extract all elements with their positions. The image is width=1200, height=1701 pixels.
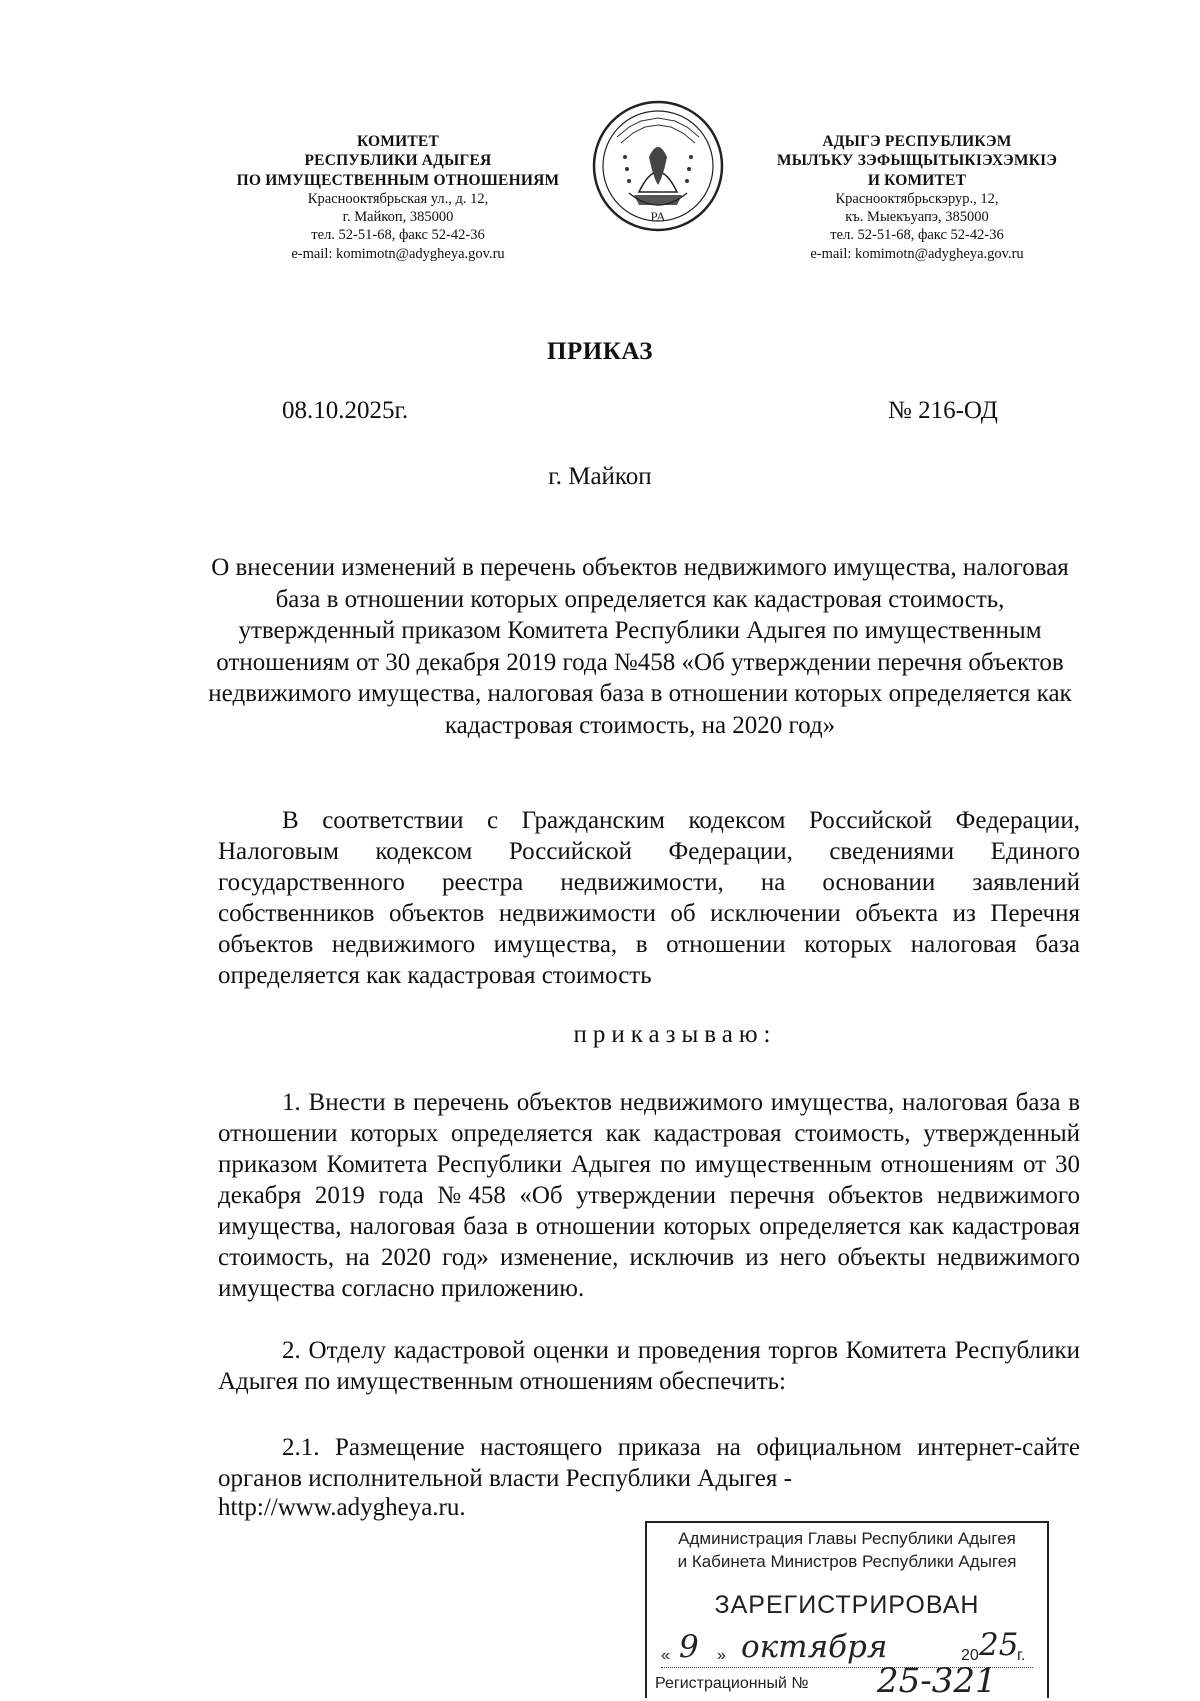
stamp-registered: ЗАРЕГИСТРИРОВАН [714, 1591, 980, 1619]
org-city: къ. Мыекъуапэ, 385000 [845, 209, 989, 226]
item-2-paragraph: 2. Отделу кадастровой оценки и проведения торгов Комитета Республики Адыгея по имущественным отношениям обеспечить: [218, 1337, 1080, 1395]
header-left-org [208, 132, 588, 263]
document-city: г. Майкоп [548, 463, 652, 490]
org-city: г. Майкоп, 385000 [342, 209, 454, 226]
document-title: ПРИКАЗ [547, 338, 653, 365]
stamp-quote-close: » [717, 1647, 726, 1664]
org-email: e-mail: komimotn@adygheya.gov.ru [810, 245, 1024, 262]
stamp-reg-label: Регистрационный № [655, 1675, 809, 1692]
website-url: http://www.adygheya.ru. [218, 1494, 466, 1521]
org-name-line: АДЫГЭ РЕСПУБЛИКЭМ [822, 133, 1012, 150]
document-number: № 216-ОД [888, 397, 998, 424]
stamp-reg-number: 25-321 [877, 1661, 997, 1701]
org-name-line: РЕСПУБЛИКИ АДЫГЕЯ [304, 152, 492, 170]
preamble-paragraph: В соответствии с Гражданским кодексом Российской Федерации, Налоговым кодексом Российской Федерации, сведениями Единого государственного реестра недвижимости, на основании заявлений собственников объектов недвижимости об исключении объекта из Перечня объектов недвижимого имущества, в отношении которых налоговая база определяется как кадастровая стоимость [218, 807, 1080, 989]
item-1-paragraph: 1. Внести в перечень объектов недвижимого имущества, налоговая база в отношении которых определяется как кадастровая стоимость, утвержденный приказом Комитета Республики Адыгея по имущественным отношениям от 30 декабря 2019 года №458 «Об утверждении перечня объектов недвижимого имущества, налоговая база в отношении которых определяется как кадастровая стоимость, на 2020 год» изменение, исключив из него объекты недвижимого имущества согласно приложению. [218, 1089, 1080, 1302]
org-name-line: И КОМИТЕТ [867, 171, 967, 189]
org-name-line: ПО ИМУЩЕСТВЕННЫМ ОТНОШЕНИЯМ [236, 171, 560, 189]
order-word: приказываю: [573, 1021, 777, 1048]
stamp-line-2: и Кабинета Министров Республики Адыгея [677, 1552, 1017, 1571]
registration-stamp [645, 1521, 1049, 1701]
org-phone: тел. 52-51-68, факс 52-42-36 [830, 227, 1004, 244]
org-name-line: МЫЛЪКУ ЗЭФЫЩЫТЫКIЭХЭМКIЭ [776, 152, 1058, 170]
stamp-year-prefix: 20 [961, 1647, 979, 1664]
stamp-line-1: Администрация Главы Республики Адыгея [678, 1529, 1016, 1548]
org-email: e-mail: komimotn@adygheya.gov.ru [291, 245, 505, 262]
coat-of-arms-icon [589, 97, 727, 235]
document-subject: О внесении изменений в перечень объектов недвижимого имущества, налоговая база в отношении которых определяется как кадастровая стоимость, утвержденный приказом Комитета Республики Адыгея по имущественным отношениям от 30 декабря 2019 года №458 «Об утверждении перечня объектов недвижимого имущества, налоговая база в отношении которых определяется как кадастровая стоимость, на 2020 год» [208, 554, 1072, 739]
stamp-quote-open: « [661, 1647, 670, 1664]
stamp-year-suffix: г. [1017, 1647, 1026, 1664]
org-phone: тел. 52-51-68, факс 52-42-36 [311, 227, 485, 244]
org-address: Краснооктябрьская ул., д. 12, [307, 191, 489, 208]
emblem-text: РА [650, 209, 666, 224]
stamp-year: 25 [979, 1627, 1019, 1663]
org-address: Краснооктябрьскэрур., 12, [835, 191, 999, 208]
document-date: 08.10.2025г. [282, 397, 409, 424]
stamp-month: октября [741, 1629, 888, 1665]
stamp-day: 9 [679, 1629, 699, 1665]
org-name-line: КОМИТЕТ [356, 133, 439, 150]
item-2-1-paragraph: 2.1. Размещение настоящего приказа на официальном интернет-сайте органов исполнительной власти Республики Адыгея - [218, 1434, 1080, 1492]
header-right-org [742, 132, 1092, 263]
